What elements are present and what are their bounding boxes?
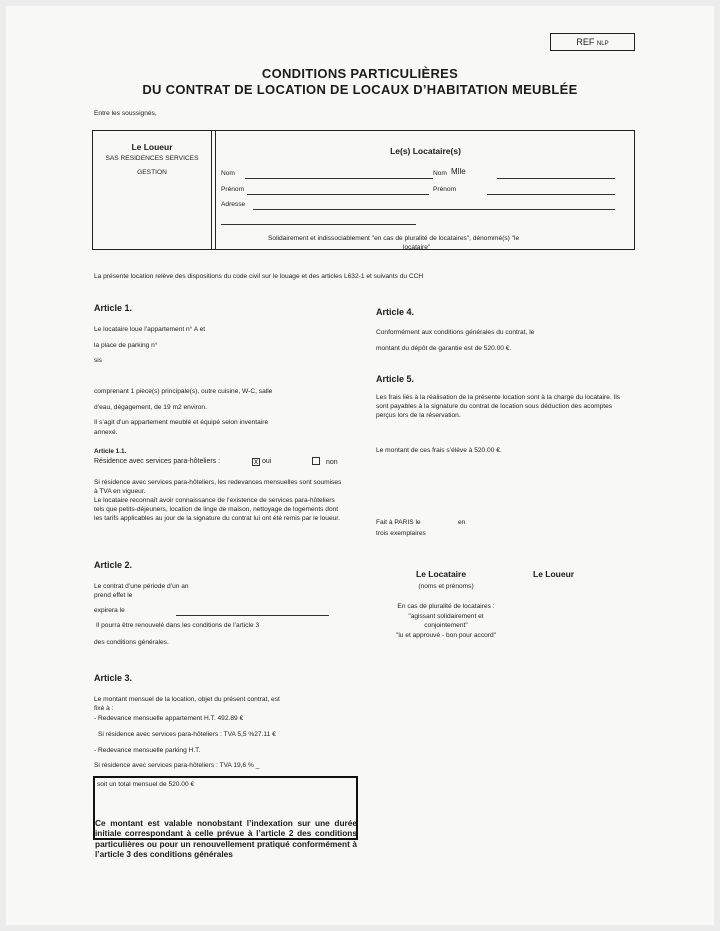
contract-page: [6, 6, 714, 925]
nom-field[interactable]: [245, 178, 433, 179]
adresse-field-2[interactable]: [221, 224, 416, 225]
article1-line3: sis: [94, 357, 103, 364]
article2-line1: Le contrat d’une période d’un an: [94, 583, 189, 590]
ref-box: [550, 33, 635, 51]
article1-line7: annexé.: [94, 429, 118, 436]
article5-para2: Le montant de ces frais s’élève à 520.00 €.: [376, 447, 502, 454]
trois-exemplaires: trois exemplaires: [376, 530, 426, 537]
article1-line4: comprenant 1 pièce(s) principale(s), outre cuisine, W-C, salle: [94, 388, 273, 395]
ref-sub: NLP: [596, 41, 609, 47]
fait-a: Fait à PARIS le: [376, 519, 421, 526]
article3-line1: Le montant mensuel de la location, objet du présent contrat, est: [94, 696, 280, 703]
article5-para1: Les frais liés à la réalisation de la présente location sont à la charge du locataire. Ils sont payables à la signature du contrat de location sous déduction des acomptes perçus lors de la réservation.: [376, 394, 621, 420]
article3-note: Ce montant est valable nonobstant l’indexation sur une durée initiale correspondant à celle prévue à l’article 2 des conditions particulières ou pour un renouvellement pratiqué conformément à l’article 3 des conditions générales: [95, 818, 357, 859]
residence-label: Résidence avec services para-hôteliers :: [94, 458, 221, 465]
article3-line7: soit un total mensuel de 520.00 €: [97, 781, 195, 788]
solidarity-line1: Solidairement et indissociablement "en cas de pluralité de locataires", dénommé(s) "le: [268, 235, 520, 242]
article3-line5: - Redevance mensuelle parking H.T.: [94, 747, 201, 754]
article1-line5: d’eau, dégagement, de 19 m2 environ.: [94, 404, 207, 411]
article2-line3: expirera le: [94, 607, 125, 614]
intro-text: Entre les soussignés,: [94, 110, 157, 117]
article3-line4: Si résidence avec services para-hôteliers : TVA 5,5 %27.11 €: [98, 731, 276, 738]
article2-line5: des conditions générales.: [94, 639, 169, 646]
article3-line2: fixé à :: [94, 705, 114, 712]
title-line2: DU CONTRAT DE LOCATION DE LOCAUX D’HABITATION MEUBLÉE: [142, 82, 578, 97]
article4-title: Article 4.: [376, 307, 415, 317]
signature-locataire: Le Locataire: [416, 569, 467, 579]
expiry-field[interactable]: [176, 615, 329, 616]
ref-label: REF: [576, 37, 595, 47]
title-line1: CONDITIONS PARTICULIÈRES: [261, 66, 459, 81]
loueur-name-line1: SAS RESIDENCES SERVICES: [105, 155, 199, 162]
prenom-label: Prénom: [221, 186, 245, 193]
mlle-label: Mlle: [451, 167, 466, 176]
nom-label: Nom: [221, 170, 235, 177]
article4-line2: montant du dépôt de garantie est de 520.00 €.: [376, 345, 512, 352]
loueur-name-line2: GESTION: [137, 169, 167, 176]
non-option[interactable]: [312, 457, 338, 468]
article1-line6: Il s’agit d’un appartement meublé et équipé selon inventaire: [94, 419, 269, 426]
oui-checkbox[interactable]: x: [254, 457, 258, 466]
article1-title: Article 1.: [94, 303, 133, 313]
oui-label: oui: [262, 458, 272, 465]
solidarity-line2: locataire": [403, 244, 431, 251]
article2-line2: prend effet le: [94, 592, 133, 599]
article4-line1: Conformément aux conditions générales du contrat, le: [376, 329, 535, 336]
legal-basis: La présente location relève des dispositions du code civil sur le louage et des articles L632-1 et suivants du CCH: [94, 273, 424, 280]
adresse-field[interactable]: [253, 209, 615, 210]
signature-loueur: Le Loueur: [533, 569, 575, 579]
parties-box: [92, 130, 635, 250]
noms-prenoms: (noms et prénoms): [418, 583, 474, 590]
article11-title: Article 1.1.: [94, 448, 127, 455]
article3-title: Article 3.: [94, 673, 133, 683]
article2-title: Article 2.: [94, 560, 133, 570]
article2-line4: Il pourra être renouvelé dans les conditions de l’article 3: [96, 622, 260, 629]
adresse-label: Adresse: [221, 201, 246, 208]
article11-para2: Le locataire reconnaît avoir connaissance de l’existence de services para-hôteliers tels que petits-déjeuners, location de linge de maison, nettoyage de logements dont les tarifs applicables au jour de la signature du contrat lui ont été remis par le loueur.: [94, 497, 340, 523]
prenom2-label: Prénom: [433, 186, 457, 193]
article1-line1: Le locataire loue l’appartement n° A et: [94, 326, 206, 333]
article3-line3: - Redevance mensuelle appartement H.T. 492.89 €: [94, 715, 244, 722]
article5-title: Article 5.: [376, 374, 415, 384]
fait-en: en: [458, 519, 466, 526]
non-label: non: [326, 459, 338, 466]
nom2-field[interactable]: [497, 178, 615, 179]
non-checkbox[interactable]: [312, 457, 320, 465]
nom2-label: Nom: [433, 170, 447, 177]
locataire-heading: Le(s) Locataire(s): [390, 146, 461, 156]
oui-option[interactable]: [252, 457, 271, 467]
article3-line6: Si résidence avec services para-hôteliers : TVA 19,6 % _: [94, 762, 260, 769]
prenom-field[interactable]: [247, 194, 429, 195]
plural-locataires: En cas de pluralité de locataires :: [397, 603, 495, 610]
article1-line2: la place de parking n°: [94, 342, 158, 349]
agissant-line2: conjointement": [424, 622, 468, 629]
article11-para1: Si résidence avec services para-hôteliers, les redevances mensuelles sont soumises à TVA en vigueur.: [94, 479, 342, 496]
lu-approuve: "lu et approuvé - bon pour accord": [396, 632, 496, 639]
loueur-heading: Le Loueur: [131, 142, 173, 152]
agissant-line1: "agissant solidairement et: [408, 613, 484, 620]
prenom2-field[interactable]: [487, 194, 615, 195]
